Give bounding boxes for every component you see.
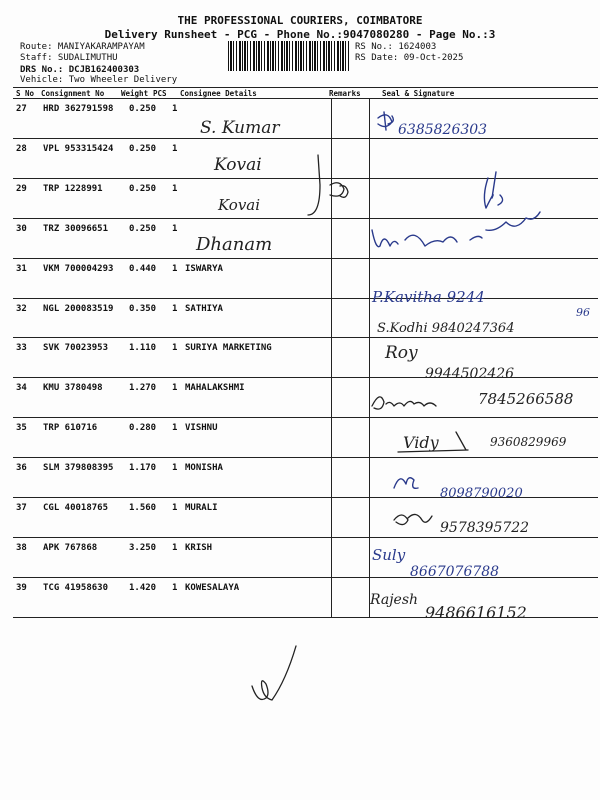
row-weight: 1.420 [129, 582, 157, 593]
barcode-image [228, 41, 350, 71]
row-pcs: 1 [172, 303, 178, 314]
row-weight: 0.350 [129, 303, 157, 314]
route-info: Route: MANIYAKARAMPAYAM [20, 42, 145, 52]
row-divider [13, 537, 598, 538]
row-weight: 0.250 [129, 223, 157, 234]
row-sno: 35 [16, 423, 27, 434]
row-consignment-no: TRP 1228991 [43, 183, 103, 194]
row-divider [13, 377, 598, 378]
row-consignment-no: VPL 953315424 [43, 143, 114, 154]
row-pcs: 1 [172, 183, 178, 194]
row-sno: 39 [16, 582, 27, 593]
row-pcs: 1 [172, 582, 178, 593]
row-divider [13, 258, 598, 259]
row-consignee: KRISH [185, 542, 213, 553]
row-pcs: 1 [172, 542, 178, 553]
rs-number: RS No.: 1624003 [355, 42, 437, 52]
vehicle-info: Vehicle: Two Wheeler Delivery [20, 75, 178, 85]
row-divider [13, 457, 598, 458]
handwritten-seal: Suly [372, 546, 406, 564]
handwritten-name: Dhanam [196, 234, 273, 255]
row-consignment-no: APK 767868 [43, 542, 98, 553]
row-weight: 1.270 [129, 383, 157, 394]
row-sno: 33 [16, 343, 27, 354]
row-weight: 0.440 [129, 263, 157, 274]
row-consignee: MURALI [185, 503, 218, 513]
handwritten-seal: 96 [576, 306, 590, 319]
row-divider [13, 337, 598, 338]
row-consignee: SATHIYA [185, 303, 223, 314]
row-weight: 0.250 [129, 143, 157, 154]
row-sno: 37 [16, 503, 27, 513]
row-consignment-no: SLM 379808395 [43, 463, 114, 474]
row-weight: 1.110 [129, 343, 157, 354]
row-pcs: 1 [172, 263, 178, 274]
row-consignee: SURIYA MARKETING [185, 343, 272, 354]
row-pcs: 1 [172, 143, 178, 154]
row-consignment-no: SVK 70023953 [43, 343, 109, 354]
handwritten-name: S. Kumar [200, 118, 280, 138]
handwritten-seal: P.Kavitha 9244 [372, 288, 485, 306]
handwritten-phone: 9578395722 [440, 520, 530, 536]
row-pcs: 1 [172, 423, 178, 434]
runsheet-subtitle: Delivery Runsheet - PCG - Phone No.:9047080280 - Page No.:3 [104, 28, 496, 41]
signature-mark [398, 432, 468, 452]
row-sno: 36 [16, 463, 27, 474]
row-pcs: 1 [172, 503, 178, 513]
row-sno: 34 [16, 383, 27, 394]
row-consignee: ISWARYA [185, 263, 223, 274]
remarks-divider [331, 98, 332, 617]
page-title: THE PROFESSIONAL COURIERS, COIMBATORE [177, 14, 423, 27]
checkmark-signature [252, 646, 296, 700]
row-consignment-no: CGL 40018765 [43, 503, 109, 513]
handwritten-seal: S.Kodhi 9840247364 [377, 321, 515, 336]
row-divider [13, 218, 598, 219]
handwritten-seal: 9944502426 [425, 366, 515, 382]
col-sno: S No [16, 89, 35, 98]
row-divider [13, 298, 598, 299]
col-consignee: Consignee Details [180, 89, 257, 98]
row-consignment-no: TRP 610716 [43, 423, 98, 434]
handwritten-phone: 8667076788 [410, 564, 500, 580]
handwritten-phone: 6385826303 [398, 122, 488, 138]
row-divider [13, 617, 598, 618]
col-pcs: PCS [153, 89, 167, 98]
handwritten-seal: Roy [385, 343, 418, 363]
row-sno: 32 [16, 303, 27, 314]
row-consignee: KOWESALAYA [185, 582, 240, 593]
row-consignment-no: VKM 700004293 [43, 263, 114, 274]
col-weight: Weight [121, 89, 149, 98]
row-sno: 31 [16, 263, 27, 274]
row-pcs: 1 [172, 383, 178, 394]
row-pcs: 1 [172, 223, 178, 234]
row-divider [13, 138, 598, 139]
handwritten-name: Kovai [214, 155, 262, 175]
drs-number: DRS No.: DCJB162400303 [20, 65, 140, 75]
signature-mark [378, 112, 393, 130]
row-weight: 0.250 [129, 183, 157, 194]
row-consignment-no: TRZ 30096651 [43, 223, 109, 234]
row-consignee: VISHNU [185, 423, 218, 434]
row-divider [13, 497, 598, 498]
row-divider [13, 577, 598, 578]
row-divider [13, 178, 598, 179]
row-weight: 1.560 [129, 503, 157, 513]
handwritten-phone: 9486616152 [425, 603, 527, 622]
col-seal: Seal & Signature [382, 89, 455, 98]
row-sno: 29 [16, 183, 27, 194]
staff-info: Staff: SUDALIMUTHU [20, 53, 118, 63]
row-divider [13, 417, 598, 418]
handwritten-phone: 9360829969 [490, 435, 567, 449]
header-bottom-border [13, 98, 598, 99]
row-consignee: MONISHA [185, 463, 223, 474]
row-pcs: 1 [172, 104, 178, 114]
handwritten-seal: Rajesh [370, 592, 419, 608]
row-sno: 28 [16, 143, 27, 154]
row-consignee: MAHALAKSHMI [185, 383, 245, 394]
handwritten-seal: Vidy [403, 433, 439, 452]
row-sno: 38 [16, 542, 27, 553]
row-weight: 0.280 [129, 423, 157, 434]
row-sno: 27 [16, 104, 27, 114]
row-sno: 30 [16, 223, 27, 234]
row-pcs: 1 [172, 463, 178, 474]
col-remarks: Remarks [329, 89, 361, 98]
signature-mark [394, 514, 432, 524]
row-consignment-no: NGL 200083519 [43, 303, 114, 314]
signature-mark [394, 478, 418, 489]
row-weight: 1.170 [129, 463, 157, 474]
handwritten-phone: 7845266588 [478, 390, 574, 408]
row-pcs: 1 [172, 343, 178, 354]
signature-mark [308, 155, 348, 215]
row-consignment-no: HRD 362791598 [43, 104, 114, 114]
col-consignment: Consignment No [41, 89, 105, 98]
seal-divider [369, 98, 370, 617]
handwritten-name: Kovai [218, 196, 261, 214]
row-consignment-no: TCG 41958630 [43, 582, 109, 593]
handwritten-phone: 8098790020 [440, 486, 523, 501]
row-weight: 3.250 [129, 542, 157, 553]
row-consignment-no: KMU 3780498 [43, 383, 103, 394]
table-top-border [13, 87, 598, 88]
signature-mark [372, 397, 436, 409]
rs-date: RS Date: 09-Oct-2025 [355, 53, 464, 63]
row-weight: 0.250 [129, 104, 157, 114]
